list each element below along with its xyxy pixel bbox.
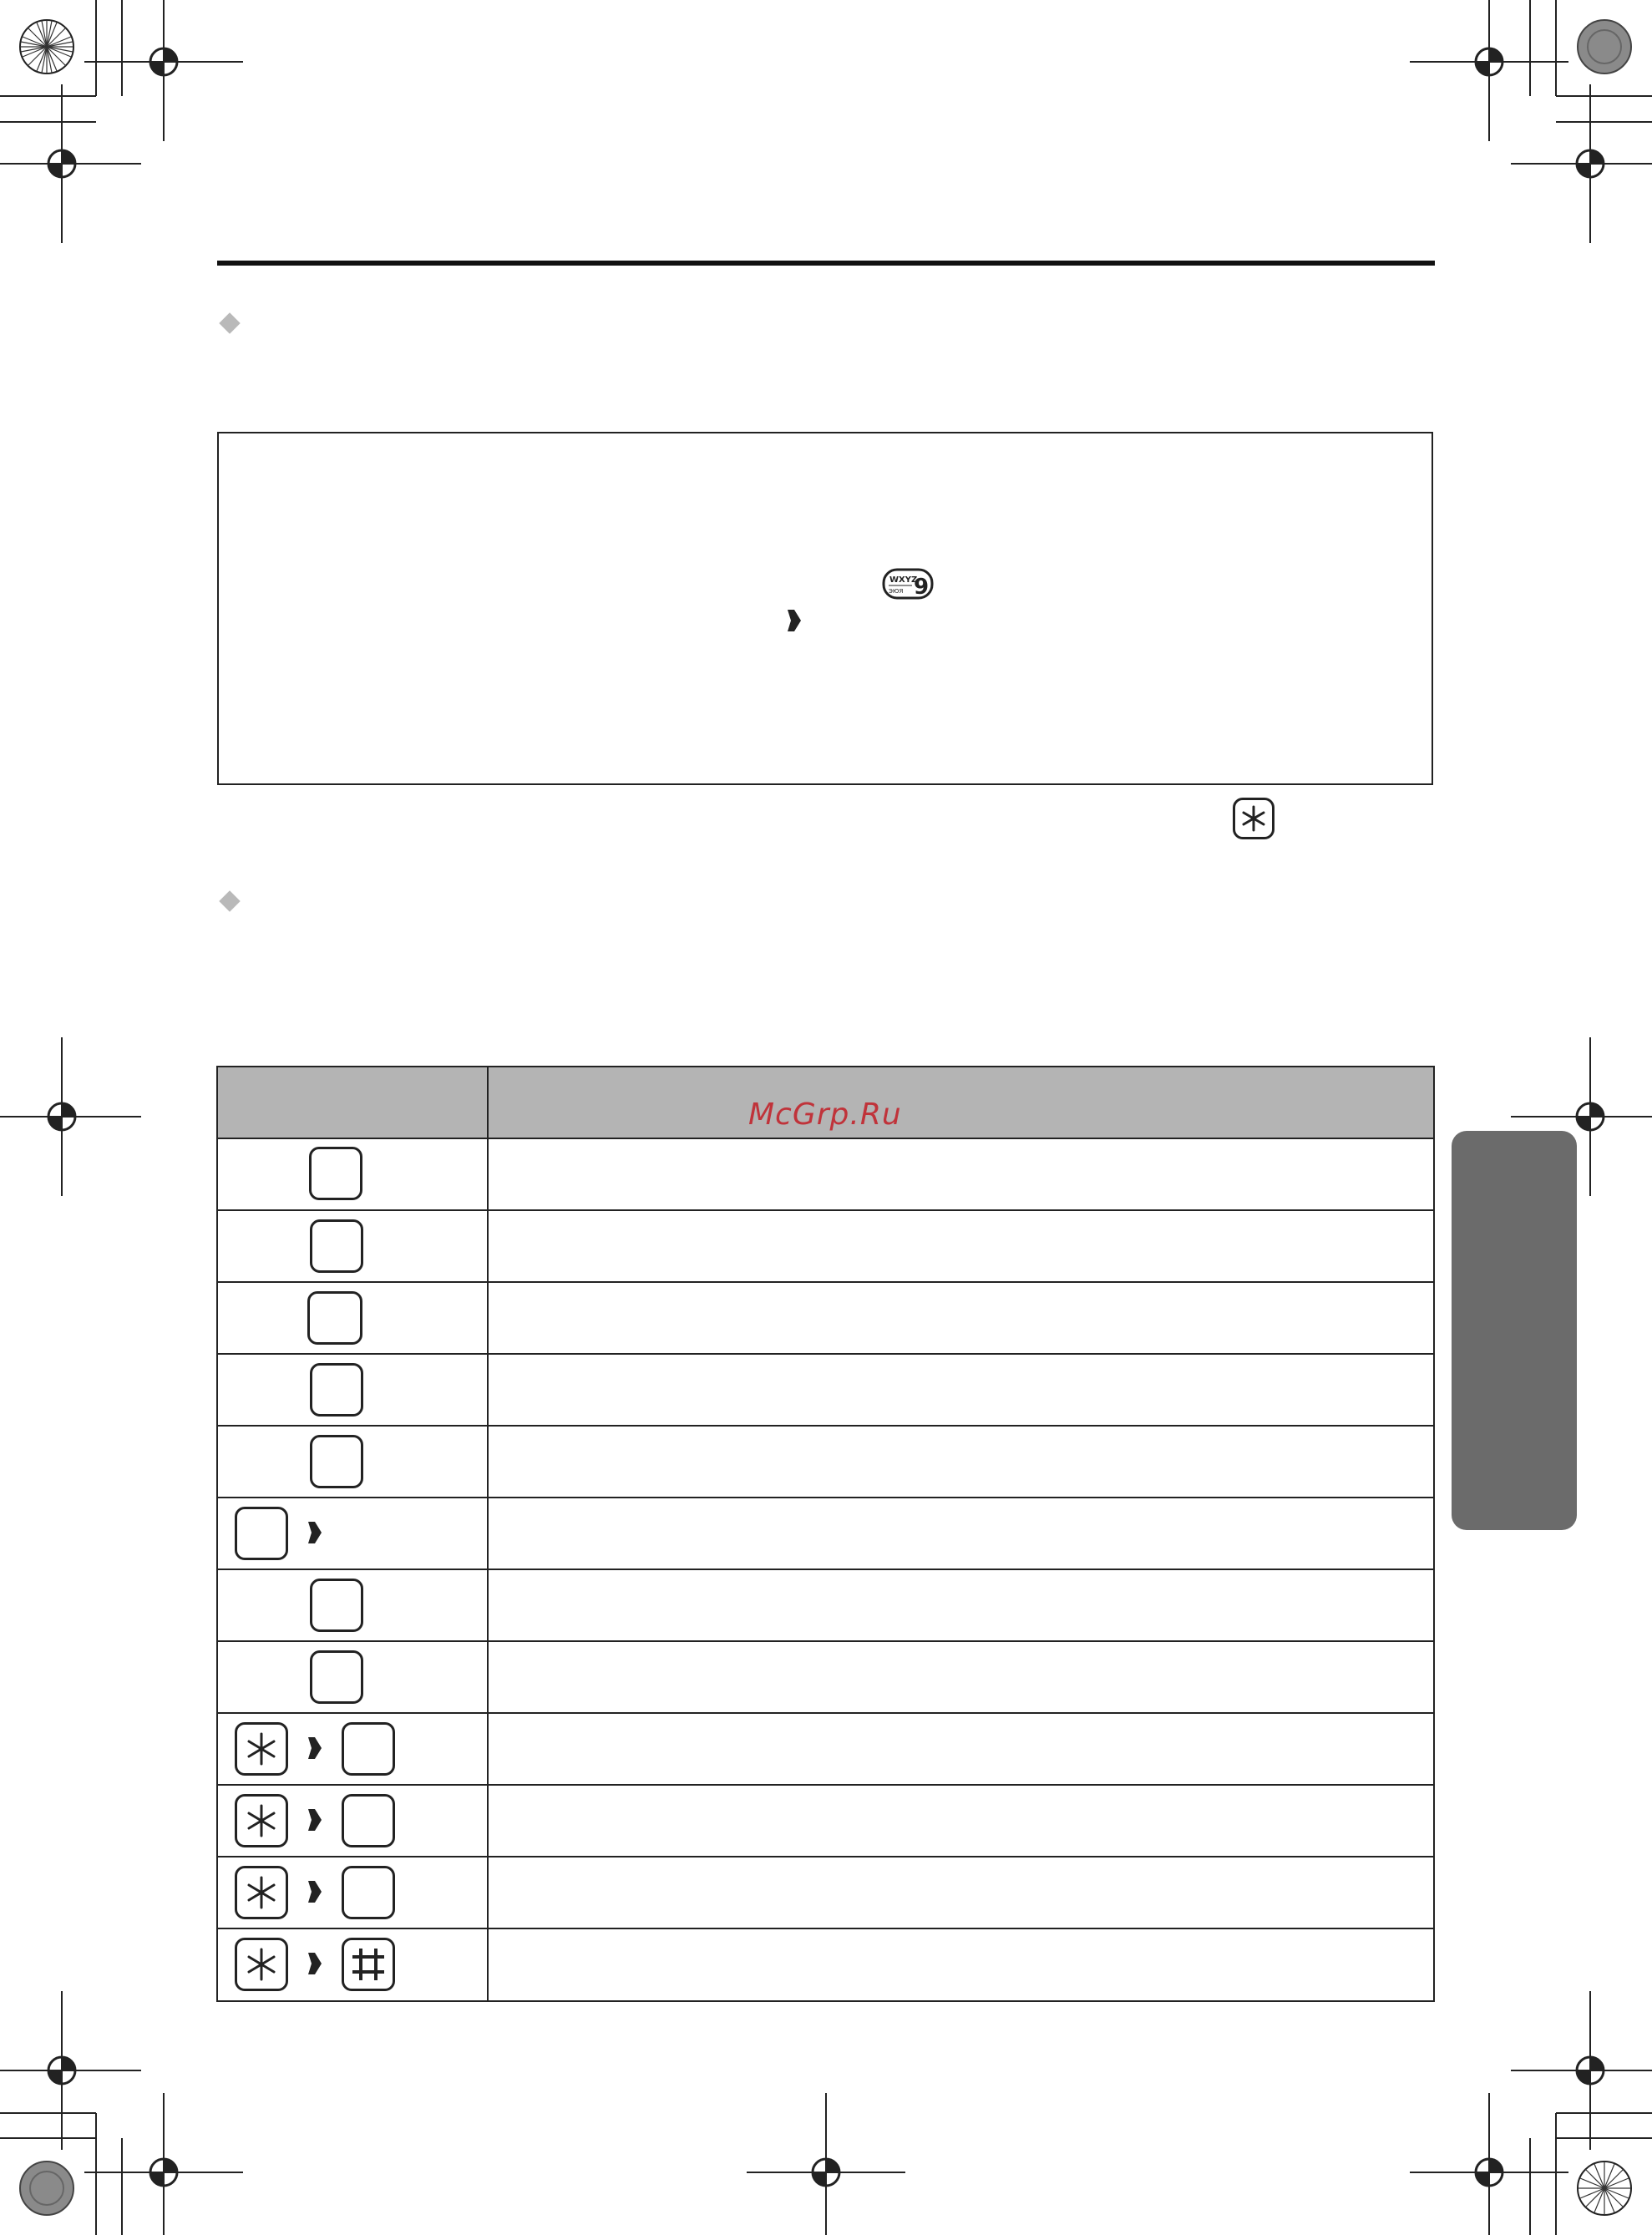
star-key-icon <box>235 1794 288 1847</box>
watermark-text: McGrp.Ru <box>748 1097 902 1132</box>
blank-key-icon <box>342 1866 395 1919</box>
arrow-right-icon <box>786 606 803 635</box>
blank-key-icon <box>309 1147 362 1200</box>
sunburst-mark-top-left <box>20 20 73 73</box>
arrow-right-icon <box>307 1806 323 1834</box>
blank-key-icon <box>310 1219 363 1273</box>
star-key-icon <box>235 1938 288 1991</box>
table-row <box>218 1642 1433 1714</box>
note-box <box>217 432 1433 785</box>
blank-key-icon <box>310 1650 363 1704</box>
table-column-divider <box>487 1067 489 2000</box>
arrow-right-icon <box>307 1518 323 1547</box>
table-row <box>218 1857 1433 1929</box>
star-key-icon <box>235 1722 288 1776</box>
section-side-tab <box>1452 1131 1577 1530</box>
sunburst-mark-bottom-right <box>1578 2162 1631 2215</box>
star-key-icon <box>1233 798 1274 839</box>
blank-key-icon <box>310 1435 363 1488</box>
blank-key-icon <box>307 1291 362 1345</box>
blank-key-icon <box>235 1507 288 1560</box>
table-row <box>218 1570 1433 1642</box>
svg-text:ЭЮЯ: ЭЮЯ <box>889 588 904 595</box>
arrow-right-icon <box>307 1734 323 1762</box>
blank-key-icon <box>310 1579 363 1632</box>
arrow-right-icon <box>307 1878 323 1906</box>
table-row <box>218 1139 1433 1211</box>
svg-text:9: 9 <box>914 575 930 600</box>
table-row <box>218 1427 1433 1498</box>
blank-key-icon <box>310 1363 363 1417</box>
table-row <box>218 1786 1433 1857</box>
table-row <box>218 1211 1433 1283</box>
hash-key-icon <box>342 1938 395 1991</box>
table-row <box>218 1498 1433 1570</box>
table-row <box>218 1283 1433 1355</box>
wxyz-9-key-icon <box>882 568 934 600</box>
table-row <box>218 1355 1433 1427</box>
svg-text:WXYZ: WXYZ <box>889 575 918 585</box>
header-rule <box>217 261 1435 266</box>
table-row <box>218 1714 1433 1786</box>
blank-key-icon <box>342 1722 395 1776</box>
command-table <box>216 1066 1435 2002</box>
blank-key-icon <box>342 1794 395 1847</box>
table-row <box>218 1929 1433 2001</box>
star-key-icon <box>235 1866 288 1919</box>
arrow-right-icon <box>307 1949 323 1978</box>
